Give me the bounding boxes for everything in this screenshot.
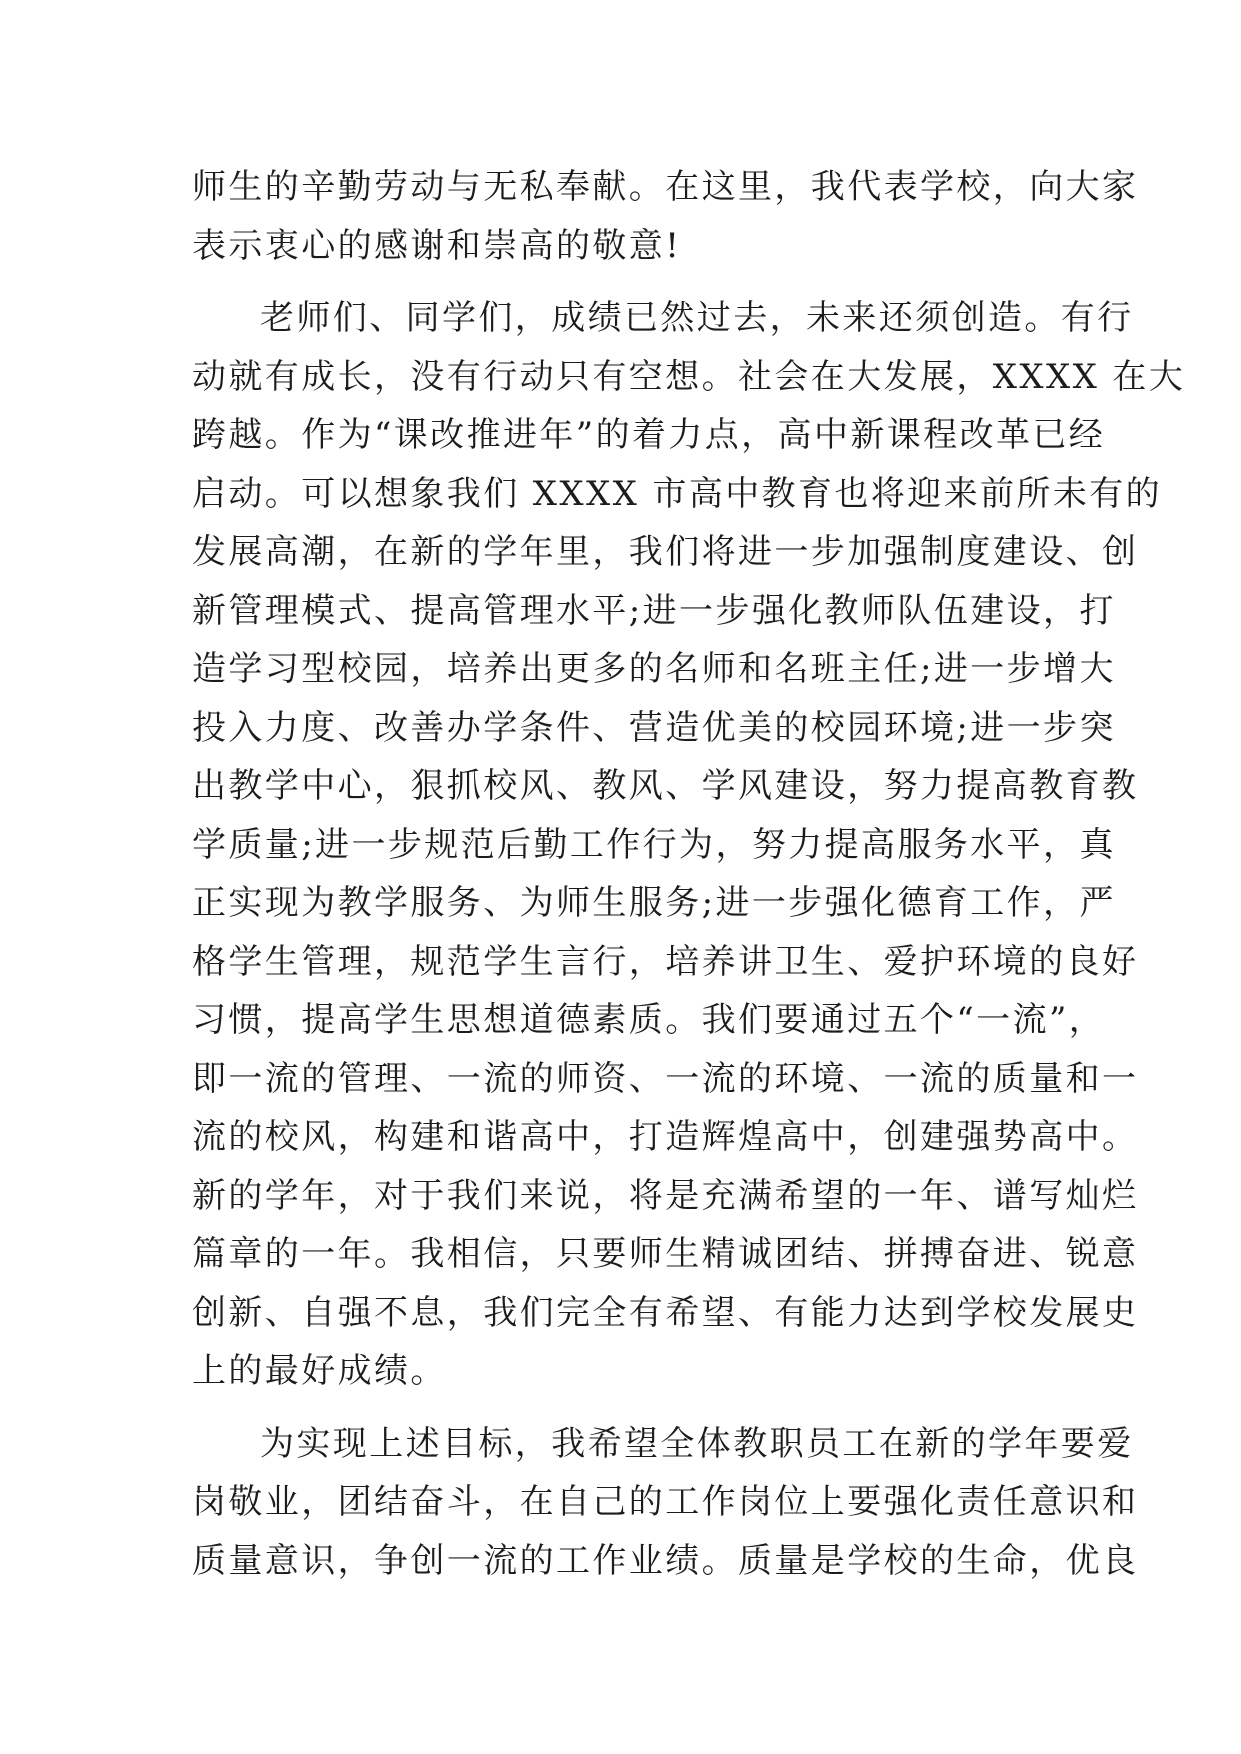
- text-line: 发展高潮，在新的学年里，我们将进一步加强制度建设、创: [192, 532, 1139, 572]
- text-line: 老师们、同学们，成绩已然过去，未来还须创造。有行: [260, 298, 1134, 338]
- text-line: 出教学中心，狠抓校风、教风、学风建设，努力提高教育教: [192, 766, 1139, 806]
- text-line: 跨越。作为“课改推进年”的着力点，高中新课程改革已经: [192, 415, 1106, 455]
- text-line: 岗敬业，团结奋斗，在自己的工作岗位上要强化责任意识和: [192, 1482, 1139, 1522]
- text-line: 造学习型校园，培养出更多的名师和名班主任;进一步增大: [192, 649, 1116, 689]
- text-line: 格学生管理，规范学生言行，培养讲卫生、爱护环境的良好: [192, 941, 1139, 982]
- text-line: 篇章的一年。我相信，只要师生精诚团结、拼搏奋进、锐意: [192, 1234, 1139, 1274]
- paragraph: [192, 1415, 1139, 1591]
- text-line: 动就有成长，没有行动只有空想。社会在大发展，XXXX 在大: [192, 356, 1186, 397]
- paragraph: [192, 289, 1186, 1401]
- paragraph-spacer: [192, 275, 1072, 289]
- paragraph-spacer: [192, 1401, 1072, 1415]
- document-body: [192, 158, 1186, 1590]
- paragraph: [192, 158, 1139, 275]
- text-line: 新管理模式、提高管理水平;进一步强化教师队伍建设，打: [192, 590, 1116, 631]
- text-line: 表示衷心的感谢和崇高的敬意!: [192, 225, 682, 266]
- text-line: 习惯，提高学生思想道德素质。我们要通过五个“一流”，: [192, 1000, 1106, 1040]
- text-line: 正实现为教学服务、为师生服务;进一步强化德育工作，严: [192, 883, 1116, 923]
- text-line: 投入力度、改善办学条件、营造优美的校园环境;进一步突: [192, 707, 1116, 748]
- text-line: 学质量;进一步规范后勤工作行为，努力提高服务水平，真: [192, 824, 1116, 865]
- text-line: 即一流的管理、一流的师资、一流的环境、一流的质量和一: [192, 1058, 1139, 1099]
- text-line: 启动。可以想象我们 XXXX 市高中教育也将迎来前所未有的: [192, 473, 1163, 514]
- text-line: 流的校风，构建和谐高中，打造辉煌高中，创建强势高中。: [192, 1117, 1139, 1157]
- text-line: 为实现上述目标，我希望全体教职员工在新的学年要爱: [260, 1423, 1134, 1464]
- text-line: 师生的辛勤劳动与无私奉献。在这里，我代表学校，向大家: [192, 167, 1139, 207]
- text-line: 质量意识，争创一流的工作业绩。质量是学校的生命，优良: [192, 1540, 1139, 1581]
- text-line: 上的最好成绩。: [192, 1351, 447, 1391]
- text-line: 创新、自强不息，我们完全有希望、有能力达到学校发展史: [192, 1292, 1139, 1333]
- text-line: 新的学年，对于我们来说，将是充满希望的一年、谱写灿烂: [192, 1175, 1139, 1216]
